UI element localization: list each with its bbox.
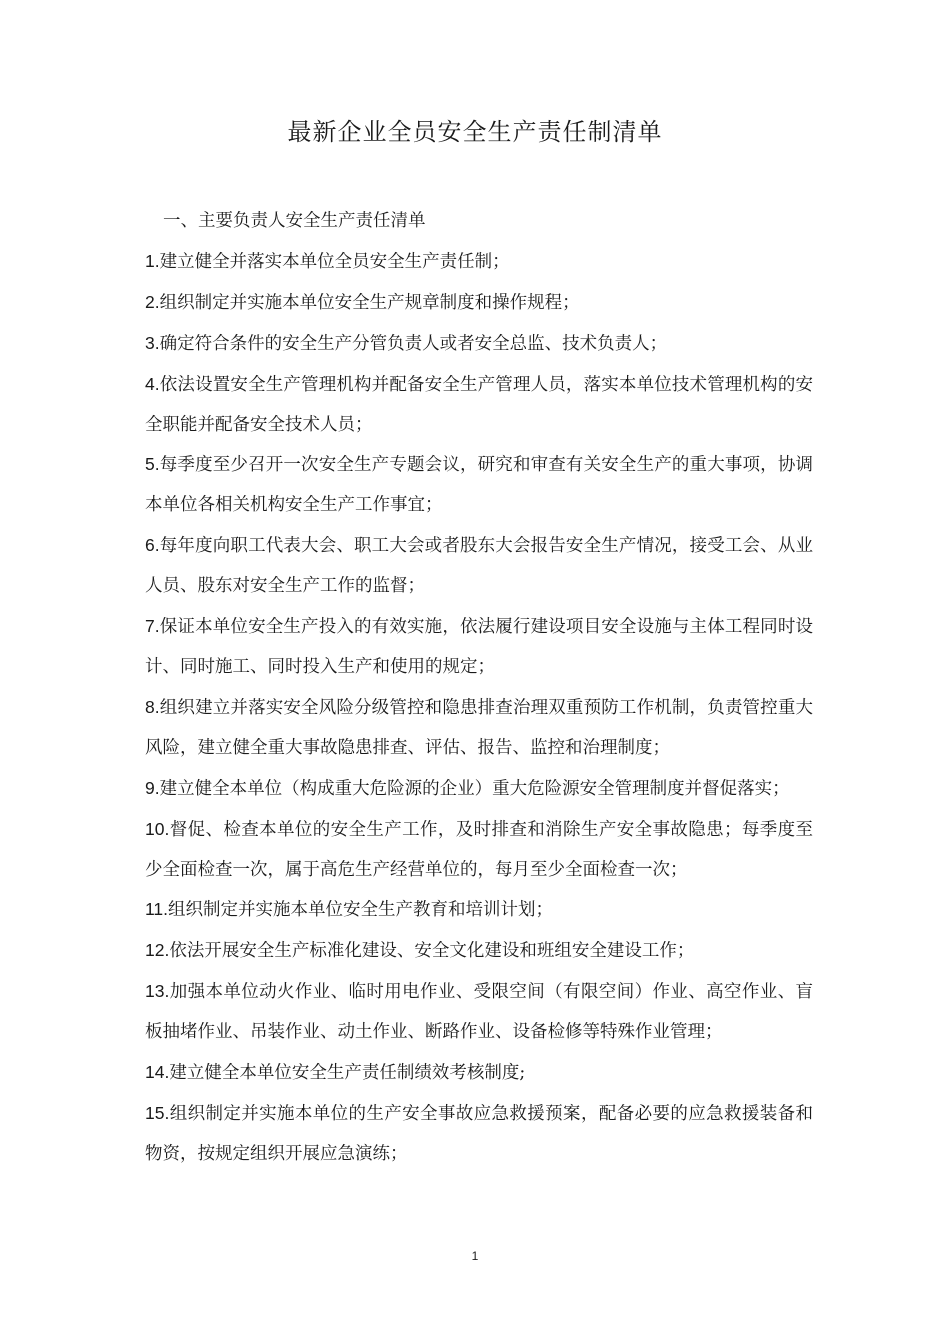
list-item-text: 依法设置安全生产管理机构并配备安全生产管理人员，落实本单位技术管理机构的安全职能并配备安全技术人员； <box>145 374 813 435</box>
list-item <box>145 242 813 283</box>
list-item <box>145 769 813 810</box>
list-item-number: 13. <box>145 981 170 1002</box>
list-item <box>145 688 813 769</box>
list-item <box>145 931 813 972</box>
list-item <box>145 283 813 324</box>
list-item-text: 组织制定并实施本单位安全生产教育和培训计划； <box>168 900 554 921</box>
page-number: 1 <box>471 1249 479 1263</box>
list-item <box>145 445 813 526</box>
list-item-text: 依法开展安全生产标准化建设、安全文化建设和班组安全建设工作； <box>169 941 695 962</box>
list-item-number: 15. <box>145 1102 170 1123</box>
document-title: 最新企业全员安全生产责任制清单 <box>287 118 663 146</box>
list-item-text: 组织制定并实施本单位的生产安全事故应急救援预案，配备必要的应急救援装备和物资，按规定组织开展应急演练； <box>145 1103 813 1164</box>
list-item <box>145 890 813 931</box>
list-item <box>145 365 813 446</box>
list-item-number: 1. <box>145 250 160 271</box>
list-item <box>145 526 813 607</box>
list-item-number: 8. <box>145 696 160 717</box>
list-item-number: 3. <box>145 332 160 353</box>
list-item-text: 每年度向职工代表大会、职工大会或者股东大会报告安全生产情况，接受工会、从业人员、股东对安全生产工作的监督； <box>145 536 813 597</box>
list-item-number: 10. <box>145 818 170 839</box>
list-item-text: 保证本单位安全生产投入的有效实施，依法履行建设项目安全设施与主体工程同时设计、同时施工、同时投入生产和使用的规定； <box>145 617 813 677</box>
list-item-text: 建立健全本单位（构成重大危险源的企业）重大危险源安全管理制度并督促落实； <box>159 778 790 799</box>
list-item-number: 14. <box>145 1062 170 1083</box>
list-item-number: 12. <box>145 940 170 961</box>
list-item-text: 建立健全本单位安全生产责任制绩效考核制度; <box>169 1063 526 1084</box>
list-item-text: 组织制定并实施本单位安全生产规章制度和操作规程； <box>159 292 580 313</box>
list-item <box>145 1053 813 1094</box>
list-item <box>145 324 813 365</box>
list-item <box>145 810 813 891</box>
responsibility-list <box>145 242 813 1175</box>
list-item-text: 组织建立并落实安全风险分级管控和隐患排查治理双重预防工作机制，负责管控重大风险，建立健全重大事故隐患排查、评估、报告、监控和治理制度； <box>145 697 813 758</box>
section-heading: 一、主要负责人安全生产责任清单 <box>163 211 426 231</box>
document-body <box>145 202 813 1175</box>
list-item-text: 加强本单位动火作业、临时用电作业、受限空间（有限空间）作业、高空作业、盲板抽堵作业、吊装作业、动土作业、断路作业、设备检修等特殊作业管理； <box>145 982 813 1043</box>
list-item-text: 确定符合条件的安全生产分管负责人或者安全总监、技术负责人； <box>159 333 668 354</box>
list-item <box>145 607 813 688</box>
list-item <box>145 972 813 1053</box>
list-item <box>145 1094 813 1175</box>
list-item-text: 督促、检查本单位的安全生产工作，及时排查和消除生产安全事故隐患；每季度至少全面检查一次，属于高危生产经营单位的，每月至少全面检查一次； <box>145 819 813 880</box>
list-item-number: 4. <box>145 373 160 394</box>
list-item-number: 7. <box>145 616 160 637</box>
list-item-text: 每季度至少召开一次安全生产专题会议，研究和审查有关安全生产的重大事项，协调本单位各相关机构安全生产工作事宜； <box>145 455 813 516</box>
list-item-number: 6. <box>145 535 160 556</box>
list-item-text: 建立健全并落实本单位全员安全生产责任制； <box>159 251 510 272</box>
list-item-number: 5. <box>145 454 160 475</box>
list-item-number: 2. <box>145 291 160 312</box>
list-item-number: 9. <box>145 777 160 798</box>
list-item-number: 11. <box>145 899 169 920</box>
